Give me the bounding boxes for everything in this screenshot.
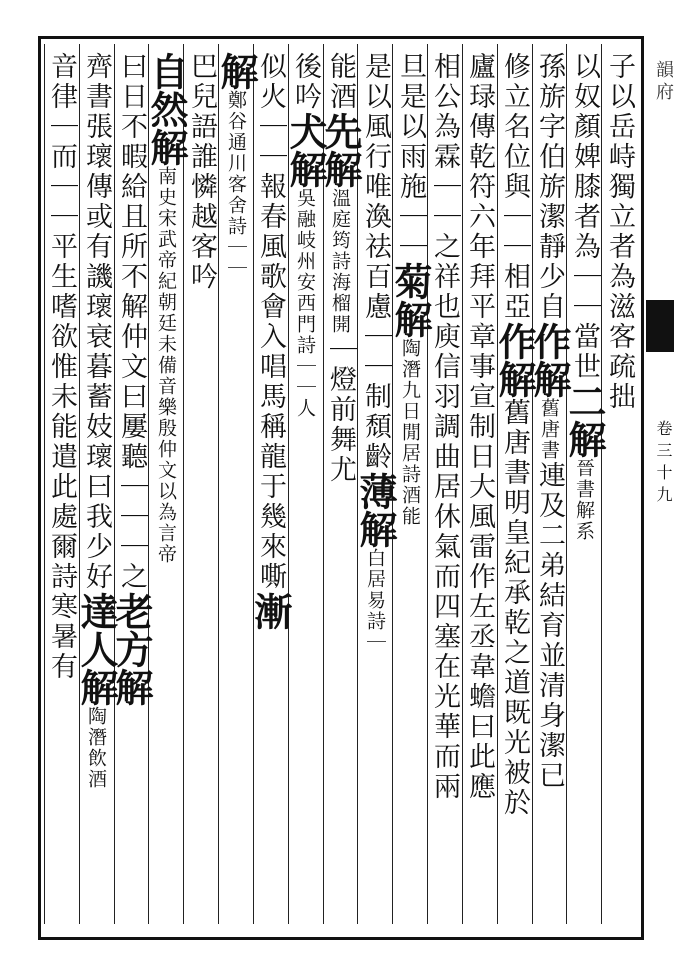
body-text: 相公為霖｜｜之祥也庾信羽調曲居休氣而四塞在光華而兩 bbox=[429, 52, 460, 802]
body-text: 舊唐書明皇紀承乾之道既光被於 bbox=[499, 398, 530, 818]
page-corner-heading: 韻府 bbox=[653, 60, 674, 104]
headword: 作解 bbox=[527, 322, 572, 398]
body-text: 以奴顏婢膝者為｜｜當世 bbox=[569, 52, 600, 382]
headword: 犬解 bbox=[283, 112, 328, 188]
volume-label: 卷三十九 bbox=[654, 420, 673, 508]
fishtail-mark bbox=[646, 300, 674, 352]
body-text: 詩寒暑有 bbox=[46, 562, 77, 682]
body-text: 音律｜而｜｜平生嗜欲惟未能遣此處爾 bbox=[46, 52, 77, 562]
body-text: 曰日不暇給且所不解仲文曰屢聽｜｜｜之 bbox=[116, 52, 147, 592]
citation-source: 陶潛九日閒居詩酒能 bbox=[399, 338, 421, 527]
headword: 薄解 bbox=[353, 472, 398, 548]
citation-source: 溫庭筠詩海榴開 bbox=[329, 188, 351, 335]
text-column bbox=[38, 52, 84, 932]
body-text: 能酒 bbox=[325, 52, 356, 112]
citation-source: 陶潛飲酒 bbox=[85, 706, 107, 790]
body-text: 巴兒語誰憐越客吟 bbox=[186, 52, 217, 292]
headword: 二解 bbox=[562, 382, 607, 458]
body-text: 修立名位與｜｜相亞 bbox=[499, 52, 530, 322]
headword: 解 bbox=[214, 52, 259, 90]
headword: 自然解 bbox=[144, 52, 189, 166]
body-text: 子以岳峙獨立者為滋客疏拙 bbox=[604, 52, 635, 412]
citation-source: 舊唐書 bbox=[538, 398, 560, 461]
headword: 作解 bbox=[492, 322, 537, 398]
body-text: 孫旂字伯旂潔靜少自 bbox=[534, 52, 565, 322]
citation-source: 鄭谷通川客舍詩｜｜ bbox=[225, 90, 247, 279]
body-text: 齊書張瓌傳或有譏瓌衰暮蓄妓瓌曰我少好 bbox=[81, 52, 112, 592]
body-text: 似火｜｜報春風 bbox=[255, 52, 286, 262]
body-text: 旦是以雨施｜｜ bbox=[395, 52, 426, 262]
headword: 先解 bbox=[318, 112, 363, 188]
body-text: ｜燈前舞尤 bbox=[325, 335, 356, 485]
citation-source: 南史宋武帝紀朝廷未備音樂殷仲文以為言帝 bbox=[155, 166, 177, 565]
headword: 菊解 bbox=[388, 262, 433, 338]
body-text: 連及二弟結育並清身潔已 bbox=[534, 461, 565, 791]
body-text: 歌會入唱馬稱龍于幾來嘶 bbox=[255, 262, 286, 592]
citation-source: 晉書解系 bbox=[573, 458, 595, 542]
body-text: 祛百慮｜｜制頹齡 bbox=[360, 232, 391, 472]
body-text: 是以風行唯渙 bbox=[360, 52, 391, 232]
citation-source: 白居易詩｜ bbox=[364, 548, 386, 653]
citation-source: 吳融岐州安西門詩｜｜人 bbox=[294, 188, 316, 419]
headword: 漸 bbox=[248, 592, 293, 630]
headword: 達人解 bbox=[74, 592, 119, 706]
body-text: 廬琭傳乾符六年拜平章事宣制日大風雷作左丞韋蟾曰此應 bbox=[464, 52, 495, 802]
headword: 老方解 bbox=[109, 592, 154, 706]
body-text: 後吟 bbox=[290, 52, 321, 112]
